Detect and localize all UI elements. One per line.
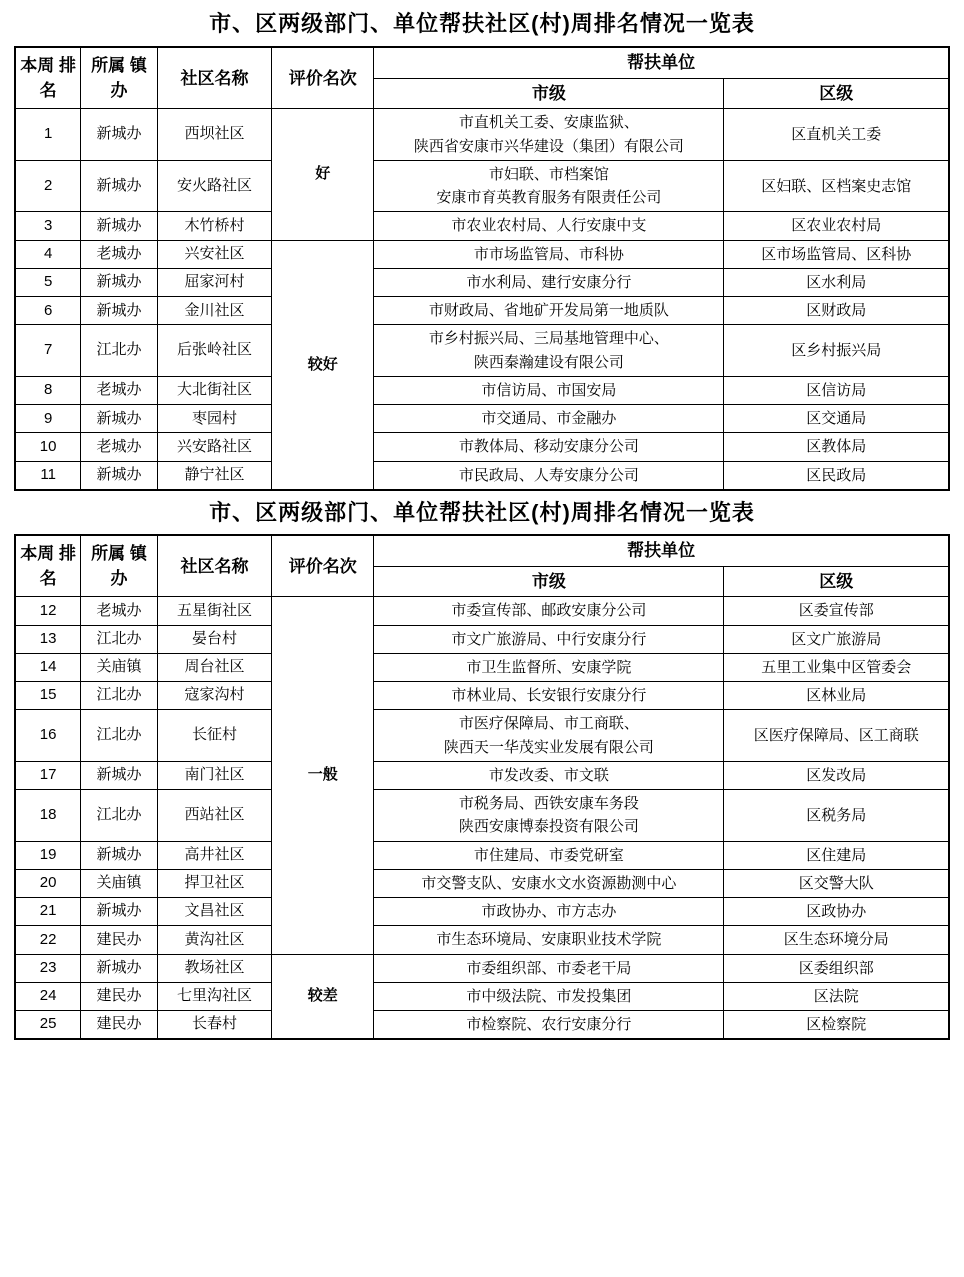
cell-town: 建民办 [81,926,157,954]
cell-city-unit-line: 市财政局、省地矿开发局第一地质队 [428,302,669,320]
header-row-top [15,535,949,566]
cell-city-unit-line: 市卫生监督所、安康学院 [466,658,632,676]
header-city-level: 市级 [374,566,724,597]
cell-rank: 5 [15,268,81,296]
cell-district-unit-line: 区发改局 [806,766,867,784]
cell-city-unit [374,376,724,404]
cell-district-unit [724,790,949,842]
cell-city-unit-line: 市医疗保障局、市工商联、 [458,715,639,733]
cell-city-unit [374,841,724,869]
cell-city-unit-line: 市民政局、人寿安康分公司 [458,466,639,484]
cell-city-unit [374,926,724,954]
cell-district-unit-lines [727,900,945,923]
cell-rank: 2 [15,160,81,212]
cell-town: 老城办 [81,240,157,268]
cell-district-unit-line: 区妇联、区档案史志馆 [761,177,912,195]
cell-community: 七里沟社区 [157,982,272,1010]
cell-city-unit-lines [377,299,720,322]
cell-district-unit-line: 区生态环境分局 [783,931,889,949]
cell-district-unit-lines [727,724,945,747]
cell-district-unit-line: 区检察院 [806,1016,867,1034]
cell-city-unit-line: 市委宣传部、邮政安康分公司 [451,602,647,620]
cell-district-unit [724,1011,949,1040]
table-row [15,841,949,869]
cell-rank: 13 [15,625,81,653]
cell-city-unit-line: 陕西秦瀚建设有限公司 [473,353,624,371]
cell-rank: 20 [15,869,81,897]
cell-city-unit-lines [377,684,720,707]
header-rank-line2: 排名 [39,55,77,101]
cell-city-unit-lines [377,327,720,374]
cell-rank: 16 [15,710,81,762]
cell-town: 新城办 [81,954,157,982]
cell-city-unit-lines [377,764,720,787]
cell-town: 老城办 [81,433,157,461]
cell-district-unit [724,625,949,653]
cell-rank: 1 [15,109,81,161]
cell-community: 枣园村 [157,405,272,433]
cell-community: 木竹桥村 [157,212,272,240]
cell-city-unit-line: 陕西天一华茂实业发展有限公司 [443,738,654,756]
cell-district-unit [724,841,949,869]
cell-district-unit-line: 区住建局 [806,846,867,864]
header-evaluation: 评价名次 [272,47,374,109]
cell-district-unit [724,240,949,268]
table-row [15,433,949,461]
cell-district-unit-line: 区文广旅游局 [791,630,882,648]
cell-city-unit-lines [377,656,720,679]
header-evaluation: 评价名次 [272,535,374,597]
cell-district-unit [724,761,949,789]
cell-city-unit [374,240,724,268]
cell-city-unit-lines [377,111,720,158]
cell-district-unit-lines [727,175,945,198]
cell-rank: 23 [15,954,81,982]
cell-community: 周台社区 [157,653,272,681]
cell-district-unit-lines [727,271,945,294]
cell-city-unit [374,109,724,161]
cell-district-unit-lines [727,214,945,237]
cell-city-unit-lines [377,792,720,839]
cell-city-unit [374,982,724,1010]
cell-community: 静宁社区 [157,461,272,490]
cell-district-unit-line: 区民政局 [806,466,867,484]
cell-city-unit [374,160,724,212]
cell-city-unit-line: 市交警支队、安康水文水资源勘测中心 [421,874,677,892]
cell-town: 江北办 [81,325,157,377]
rank-table-2 [14,534,950,1040]
cell-city-unit-line: 市林业局、长安银行安康分行 [451,687,647,705]
cell-district-unit-lines [727,985,945,1008]
cell-city-unit-line: 陕西省安康市兴华建设（集团）有限公司 [413,137,684,155]
cell-district-unit-lines [727,299,945,322]
cell-city-unit-lines [377,163,720,210]
cell-district-unit [724,926,949,954]
cell-district-unit [724,597,949,625]
cell-city-unit [374,954,724,982]
cell-town: 江北办 [81,790,157,842]
cell-town: 建民办 [81,1011,157,1040]
cell-city-unit-lines [377,407,720,430]
cell-evaluation: 一般 [272,597,374,954]
table-row [15,653,949,681]
cell-city-unit-line: 市中级法院、市发投集团 [466,987,632,1005]
cell-district-unit-lines [727,123,945,146]
cell-city-unit [374,597,724,625]
cell-community: 长春村 [157,1011,272,1040]
cell-town: 江北办 [81,625,157,653]
cell-district-unit-line: 区农业农村局 [791,217,882,235]
header-town-line2: 镇办 [110,543,147,589]
cell-district-unit-line: 区教体局 [806,438,867,456]
header-rank [15,47,81,109]
cell-town: 新城办 [81,405,157,433]
cell-district-unit-line: 区委组织部 [798,959,874,977]
cell-city-unit [374,325,724,377]
table-row [15,597,949,625]
table-row [15,982,949,1010]
cell-town: 新城办 [81,841,157,869]
table-row [15,325,949,377]
cell-rank: 9 [15,405,81,433]
cell-district-unit-lines [727,957,945,980]
cell-district-unit [724,898,949,926]
cell-community: 屈家河村 [157,268,272,296]
cell-district-unit [724,710,949,762]
cell-district-unit-line: 区交警大队 [798,874,874,892]
cell-town: 新城办 [81,761,157,789]
cell-city-unit-line: 市检察院、农行安康分行 [466,1016,632,1034]
cell-city-unit-line: 市市场监管局、市科协 [473,245,624,263]
cell-district-unit [724,268,949,296]
cell-district-unit-line: 区税务局 [806,806,867,824]
cell-district-unit [724,954,949,982]
cell-district-unit-lines [727,464,945,487]
cell-town: 老城办 [81,376,157,404]
cell-town: 关庙镇 [81,653,157,681]
cell-city-unit [374,212,724,240]
table-row [15,376,949,404]
cell-city-unit [374,268,724,296]
cell-city-unit-line: 市生态环境局、安康职业技术学院 [436,931,662,949]
cell-city-unit-lines [377,985,720,1008]
table-row [15,1011,949,1040]
cell-community: 寇家沟村 [157,682,272,710]
cell-town: 江北办 [81,710,157,762]
cell-city-unit-line: 安康市育英教育服务有限责任公司 [436,189,662,207]
header-support-group: 帮扶单位 [374,535,949,566]
cell-community: 南门社区 [157,761,272,789]
cell-city-unit-lines [377,379,720,402]
table-row [15,268,949,296]
cell-community: 后张岭社区 [157,325,272,377]
header-town [81,535,157,597]
cell-district-unit-line: 区乡村振兴局 [791,342,882,360]
cell-district-unit [724,212,949,240]
cell-district-unit-line: 五里工业集中区管委会 [761,658,912,676]
cell-district-unit-line: 区医疗保障局、区工商联 [753,726,919,744]
cell-city-unit-line: 市税务局、西铁安康车务段 [458,795,639,813]
cell-community: 长征村 [157,710,272,762]
header-community: 社区名称 [157,47,272,109]
header-rank-line2: 排名 [39,543,77,589]
cell-rank: 25 [15,1011,81,1040]
page-title-2: 市、区两级部门、单位帮扶社区(村)周排名情况一览表 [209,499,755,525]
cell-community: 西站社区 [157,790,272,842]
cell-district-unit-lines [727,872,945,895]
page-title-1: 市、区两级部门、单位帮扶社区(村)周排名情况一览表 [209,11,755,36]
cell-evaluation: 较差 [272,954,374,1039]
cell-district-unit-line: 区直机关工委 [791,126,882,144]
header-support-group: 帮扶单位 [374,47,949,78]
table-row [15,160,949,212]
cell-city-unit-lines [377,872,720,895]
table-row [15,869,949,897]
table-header-1 [15,47,949,109]
table-row [15,625,949,653]
cell-town: 新城办 [81,212,157,240]
cell-town: 新城办 [81,461,157,490]
cell-district-unit-lines [727,628,945,651]
cell-district-unit-line: 区水利局 [806,273,867,291]
cell-city-unit-line: 市政协办、市方志办 [481,903,617,921]
cell-city-unit [374,433,724,461]
cell-city-unit-lines [377,712,720,759]
table-row [15,790,949,842]
cell-rank: 6 [15,297,81,325]
table-row [15,240,949,268]
cell-district-unit-lines [727,435,945,458]
cell-rank: 8 [15,376,81,404]
cell-district-unit [724,109,949,161]
cell-community: 捍卫社区 [157,869,272,897]
cell-rank: 18 [15,790,81,842]
cell-city-unit-line: 市交通局、市金融办 [481,410,617,428]
header-community: 社区名称 [157,535,272,597]
cell-community: 高井社区 [157,841,272,869]
cell-district-unit-lines [727,656,945,679]
cell-community: 兴安社区 [157,240,272,268]
cell-district-unit-lines [727,844,945,867]
cell-rank: 15 [15,682,81,710]
table-body-1 [15,109,949,490]
cell-district-unit [724,297,949,325]
cell-rank: 7 [15,325,81,377]
cell-city-unit [374,790,724,842]
cell-district-unit-line: 区政协办 [806,903,867,921]
cell-rank: 4 [15,240,81,268]
cell-city-unit [374,297,724,325]
cell-district-unit-lines [727,1013,945,1036]
table-row [15,761,949,789]
table-row [15,109,949,161]
cell-rank: 24 [15,982,81,1010]
table-row [15,212,949,240]
cell-city-unit-lines [377,900,720,923]
cell-town: 关庙镇 [81,869,157,897]
cell-community: 晏台村 [157,625,272,653]
cell-district-unit-line: 区林业局 [806,687,867,705]
cell-city-unit-line: 市委组织部、市委老干局 [466,959,632,977]
header-district-level: 区级 [724,78,949,109]
cell-district-unit-lines [727,407,945,430]
cell-district-unit-line: 区交通局 [806,410,867,428]
header-district-level: 区级 [724,566,949,597]
cell-district-unit [724,461,949,490]
table-row [15,710,949,762]
table-body-2 [15,597,949,1040]
header-rank-line1: 本周 [20,543,55,563]
cell-district-unit-line: 区财政局 [806,302,867,320]
table-row [15,926,949,954]
cell-town: 新城办 [81,160,157,212]
cell-city-unit [374,869,724,897]
cell-rank: 11 [15,461,81,490]
table-row [15,461,949,490]
table-row [15,297,949,325]
cell-rank: 3 [15,212,81,240]
cell-district-unit [724,869,949,897]
cell-city-unit-line: 陕西安康博泰投资有限公司 [458,818,639,836]
cell-city-unit-lines [377,599,720,622]
table-row [15,405,949,433]
cell-rank: 19 [15,841,81,869]
table-row [15,954,949,982]
header-town-line1: 所属 [91,55,126,75]
cell-city-unit-lines [377,844,720,867]
cell-district-unit-line: 区市场监管局、区科协 [761,245,912,263]
cell-district-unit-lines [727,599,945,622]
cell-town: 新城办 [81,268,157,296]
cell-city-unit-lines [377,435,720,458]
cell-community: 文昌社区 [157,898,272,926]
cell-city-unit [374,461,724,490]
header-town [81,47,157,109]
cell-city-unit-line: 市文广旅游局、中行安康分行 [451,630,647,648]
header-row-top [15,47,949,78]
cell-rank: 14 [15,653,81,681]
cell-district-unit-lines [727,243,945,266]
cell-district-unit-lines [727,764,945,787]
cell-district-unit [724,160,949,212]
cell-rank: 12 [15,597,81,625]
cell-community: 西坝社区 [157,109,272,161]
cell-district-unit-lines [727,928,945,951]
header-town-line1: 所属 [91,543,126,563]
cell-community: 五星街社区 [157,597,272,625]
cell-district-unit-lines [727,379,945,402]
cell-rank: 10 [15,433,81,461]
cell-city-unit-lines [377,957,720,980]
cell-town: 建民办 [81,982,157,1010]
cell-district-unit [724,325,949,377]
cell-city-unit [374,710,724,762]
cell-town: 新城办 [81,898,157,926]
cell-community: 兴安路社区 [157,433,272,461]
cell-city-unit [374,761,724,789]
cell-evaluation: 好 [272,109,374,240]
cell-city-unit [374,405,724,433]
cell-community: 大北街社区 [157,376,272,404]
cell-community: 教场社区 [157,954,272,982]
header-town-line2: 镇办 [110,55,147,101]
cell-town: 江北办 [81,682,157,710]
cell-city-unit-lines [377,1013,720,1036]
cell-community: 金川社区 [157,297,272,325]
cell-city-unit-lines [377,928,720,951]
table-row [15,898,949,926]
cell-evaluation: 较好 [272,240,374,490]
cell-rank: 17 [15,761,81,789]
cell-city-unit [374,898,724,926]
cell-community: 黄沟社区 [157,926,272,954]
cell-district-unit-line: 区法院 [813,987,859,1005]
cell-city-unit [374,625,724,653]
cell-district-unit [724,405,949,433]
table-header-2 [15,535,949,597]
rank-table-1 [14,46,950,491]
cell-city-unit-line: 市发改委、市文联 [488,766,609,784]
cell-district-unit-lines [727,804,945,827]
cell-city-unit-line: 市教体局、移动安康分公司 [458,438,639,456]
cell-city-unit-line: 市住建局、市委党研室 [473,846,624,864]
cell-rank: 22 [15,926,81,954]
header-city-level: 市级 [374,78,724,109]
cell-city-unit-line: 市信访局、市国安局 [481,381,617,399]
cell-town: 新城办 [81,297,157,325]
cell-city-unit-line: 市妇联、市档案馆 [488,165,609,183]
cell-district-unit-line: 区委宣传部 [798,602,874,620]
cell-city-unit-line: 市农业农村局、人行安康中支 [451,217,647,235]
cell-district-unit [724,376,949,404]
cell-district-unit-line: 区信访局 [806,381,867,399]
cell-community: 安火路社区 [157,160,272,212]
cell-city-unit-lines [377,271,720,294]
cell-district-unit [724,653,949,681]
cell-district-unit [724,982,949,1010]
cell-district-unit-lines [727,684,945,707]
cell-rank: 21 [15,898,81,926]
cell-city-unit-line: 市乡村振兴局、三局基地管理中心、 [428,330,669,348]
cell-city-unit [374,1011,724,1040]
cell-city-unit-lines [377,628,720,651]
cell-district-unit [724,682,949,710]
cell-city-unit-line: 市水利局、建行安康分行 [466,273,632,291]
cell-city-unit-lines [377,464,720,487]
cell-town: 新城办 [81,109,157,161]
cell-city-unit [374,682,724,710]
cell-district-unit [724,433,949,461]
cell-city-unit-lines [377,214,720,237]
cell-city-unit-lines [377,243,720,266]
header-rank-line1: 本周 [20,55,55,75]
cell-city-unit-line: 市直机关工委、安康监狱、 [458,114,639,132]
cell-district-unit-lines [727,339,945,362]
cell-city-unit [374,653,724,681]
cell-town: 老城办 [81,597,157,625]
table-row [15,682,949,710]
header-rank [15,535,81,597]
